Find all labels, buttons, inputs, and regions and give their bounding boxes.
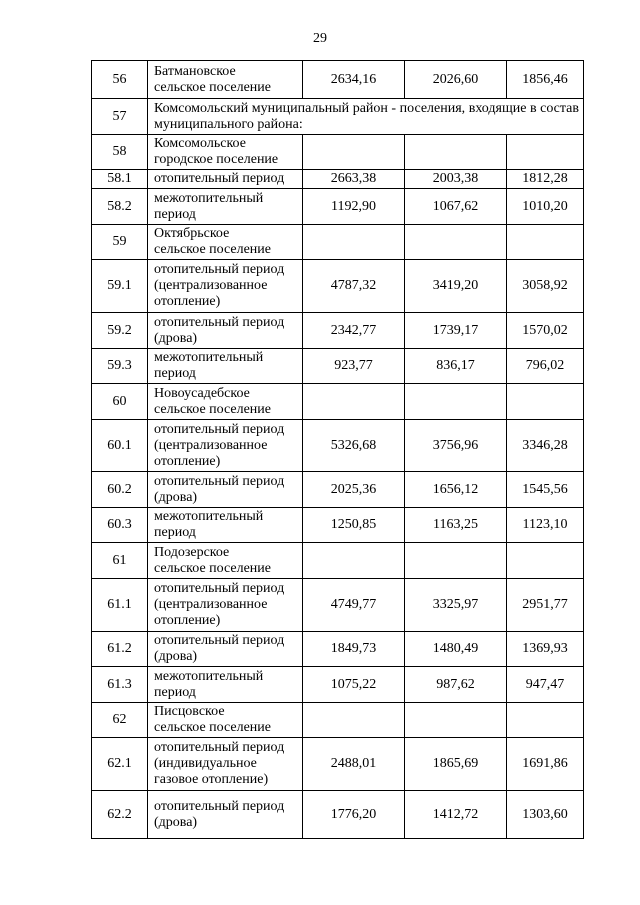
name-line: период (154, 525, 196, 540)
name-line: (дрова) (154, 330, 198, 346)
value-cell-3 (507, 543, 584, 579)
settlement-name (148, 579, 303, 632)
row-number: 61.1 (92, 579, 148, 632)
row-number: 62 (92, 703, 148, 738)
table-row (92, 508, 584, 543)
value-cell-1: 4749,77 (303, 579, 405, 632)
name-line: отопление) (154, 613, 221, 628)
table-row (92, 667, 584, 703)
value-cell-2: 3325,97 (405, 579, 507, 632)
value-cell-1: 1192,90 (303, 189, 405, 225)
name-line: период (154, 366, 196, 381)
value-cell-3: 1369,93 (507, 632, 584, 667)
name-line: межотопительный (154, 190, 264, 206)
table-row (92, 632, 584, 667)
table-row (92, 260, 584, 313)
value-cell-3: 1570,02 (507, 313, 584, 349)
settlement-name (148, 260, 303, 313)
name-line: Батмановское (154, 63, 236, 79)
value-cell-3: 2951,77 (507, 579, 584, 632)
name-line: Комсомольское (154, 136, 246, 151)
value-cell-3 (507, 225, 584, 260)
value-cell-3: 1691,86 (507, 738, 584, 791)
row-number: 59 (92, 225, 148, 260)
name-line: отопительный период (154, 171, 285, 186)
value-cell-1 (303, 543, 405, 579)
row-number: 60 (92, 384, 148, 420)
name-line: Подозерское (154, 544, 230, 560)
value-cell-1 (303, 384, 405, 420)
name-line: сельское поселение (154, 720, 271, 735)
table-body (92, 61, 584, 839)
name-line: городское поселение (154, 152, 279, 167)
value-cell-2 (405, 384, 507, 420)
table-row (92, 225, 584, 260)
value-cell-1: 2634,16 (303, 61, 405, 99)
name-line: Октябрьское (154, 226, 230, 241)
value-cell-1 (303, 703, 405, 738)
name-line: отопительный период (154, 421, 285, 437)
value-cell-3: 1303,60 (507, 791, 584, 839)
name-line: (дрова) (154, 489, 198, 505)
row-number: 62.1 (92, 738, 148, 791)
name-line: (централизованное (154, 278, 268, 293)
row-number: 59.1 (92, 260, 148, 313)
value-cell-3: 3058,92 (507, 260, 584, 313)
value-cell-1 (303, 225, 405, 260)
value-cell-2: 987,62 (405, 667, 507, 703)
value-cell-3: 1812,28 (507, 170, 584, 189)
name-line: отопление) (154, 294, 221, 309)
row-number: 59.2 (92, 313, 148, 349)
value-cell-3: 796,02 (507, 349, 584, 384)
value-cell-2: 836,17 (405, 349, 507, 384)
table-row (92, 135, 584, 170)
settlement-name (148, 667, 303, 703)
row-number: 61.3 (92, 667, 148, 703)
name-line: сельское поселение (154, 79, 271, 95)
name-line: период (154, 206, 196, 222)
table-row (92, 791, 584, 839)
settlement-name (148, 313, 303, 349)
value-cell-3 (507, 703, 584, 738)
name-line: межотопительный (154, 509, 264, 524)
row-number: 62.2 (92, 791, 148, 839)
name-line: отопительный период (154, 314, 285, 330)
value-cell-1: 1075,22 (303, 667, 405, 703)
settlement-name (148, 791, 303, 839)
settlement-name (148, 472, 303, 508)
name-line: сельское поселение (154, 560, 271, 576)
value-cell-1: 923,77 (303, 349, 405, 384)
settlement-name (148, 508, 303, 543)
name-line: сельское поселение (154, 242, 271, 257)
settlement-name (148, 349, 303, 384)
row-number: 60.3 (92, 508, 148, 543)
value-cell-1: 1250,85 (303, 508, 405, 543)
value-cell-2 (405, 703, 507, 738)
table-row (92, 543, 584, 579)
value-cell-3 (507, 135, 584, 170)
settlement-name (148, 225, 303, 260)
value-cell-2 (405, 543, 507, 579)
table-row (92, 170, 584, 189)
row-number: 57 (92, 99, 148, 135)
name-line: отопительный период (154, 262, 285, 277)
value-cell-3: 1856,46 (507, 61, 584, 99)
value-cell-2: 1865,69 (405, 738, 507, 791)
name-line: отопительный период (154, 740, 285, 755)
table-row (92, 349, 584, 384)
table-row (92, 420, 584, 472)
value-cell-1: 1849,73 (303, 632, 405, 667)
value-cell-3: 1010,20 (507, 189, 584, 225)
settlement-name (148, 703, 303, 738)
table-row (92, 472, 584, 508)
settlement-name (148, 632, 303, 667)
value-cell-2 (405, 225, 507, 260)
name-line: газовое отопление) (154, 772, 269, 787)
name-line: межотопительный (154, 350, 264, 365)
value-cell-1: 4787,32 (303, 260, 405, 313)
value-cell-2: 3756,96 (405, 420, 507, 472)
table-row (92, 313, 584, 349)
name-line: Новоусадебское (154, 385, 250, 401)
value-cell-2: 1656,12 (405, 472, 507, 508)
settlement-name (148, 170, 303, 189)
value-cell-1 (303, 135, 405, 170)
value-cell-2 (405, 135, 507, 170)
table-row (92, 99, 584, 135)
value-cell-2: 1739,17 (405, 313, 507, 349)
name-line: (дрова) (154, 814, 198, 830)
name-line: межотопительный (154, 668, 264, 684)
settlement-name (148, 384, 303, 420)
value-cell-3: 1123,10 (507, 508, 584, 543)
row-number: 61 (92, 543, 148, 579)
name-line: (дрова) (154, 649, 198, 664)
row-number: 58 (92, 135, 148, 170)
tariff-table (91, 60, 584, 839)
name-line: отопительный период (154, 581, 285, 596)
row-number: 56 (92, 61, 148, 99)
row-number: 60.1 (92, 420, 148, 472)
table-row (92, 384, 584, 420)
name-line: (централизованное (154, 437, 268, 453)
table-row (92, 61, 584, 99)
section-heading: Комсомольский муниципальный район - поселения, входящие в состав муниципального района: (148, 99, 584, 135)
row-number: 58.2 (92, 189, 148, 225)
value-cell-2: 1067,62 (405, 189, 507, 225)
settlement-name (148, 543, 303, 579)
row-number: 61.2 (92, 632, 148, 667)
table-row (92, 703, 584, 738)
table-row (92, 579, 584, 632)
value-cell-2: 1480,49 (405, 632, 507, 667)
name-line: (индивидуальное (154, 756, 257, 771)
value-cell-2: 2026,60 (405, 61, 507, 99)
value-cell-2: 1163,25 (405, 508, 507, 543)
value-cell-3: 1545,56 (507, 472, 584, 508)
row-number: 59.3 (92, 349, 148, 384)
value-cell-3 (507, 384, 584, 420)
value-cell-3: 947,47 (507, 667, 584, 703)
name-line: сельское поселение (154, 401, 271, 417)
value-cell-1: 2342,77 (303, 313, 405, 349)
value-cell-2: 2003,38 (405, 170, 507, 189)
name-line: отопление) (154, 453, 221, 469)
table-row (92, 738, 584, 791)
name-line: отопительный период (154, 798, 285, 814)
value-cell-3: 3346,28 (507, 420, 584, 472)
row-number: 60.2 (92, 472, 148, 508)
row-number: 58.1 (92, 170, 148, 189)
settlement-name (148, 61, 303, 99)
name-line: отопительный период (154, 633, 285, 648)
settlement-name (148, 189, 303, 225)
name-line: отопительный период (154, 473, 285, 489)
name-line: (централизованное (154, 597, 268, 612)
value-cell-1: 5326,68 (303, 420, 405, 472)
name-line: Писцовское (154, 704, 225, 719)
value-cell-2: 1412,72 (405, 791, 507, 839)
value-cell-1: 1776,20 (303, 791, 405, 839)
settlement-name (148, 135, 303, 170)
value-cell-1: 2663,38 (303, 170, 405, 189)
settlement-name (148, 420, 303, 472)
table-row (92, 189, 584, 225)
value-cell-2: 3419,20 (405, 260, 507, 313)
value-cell-1: 2488,01 (303, 738, 405, 791)
page-number: 29 (313, 31, 327, 46)
settlement-name (148, 738, 303, 791)
name-line: период (154, 684, 196, 700)
value-cell-1: 2025,36 (303, 472, 405, 508)
